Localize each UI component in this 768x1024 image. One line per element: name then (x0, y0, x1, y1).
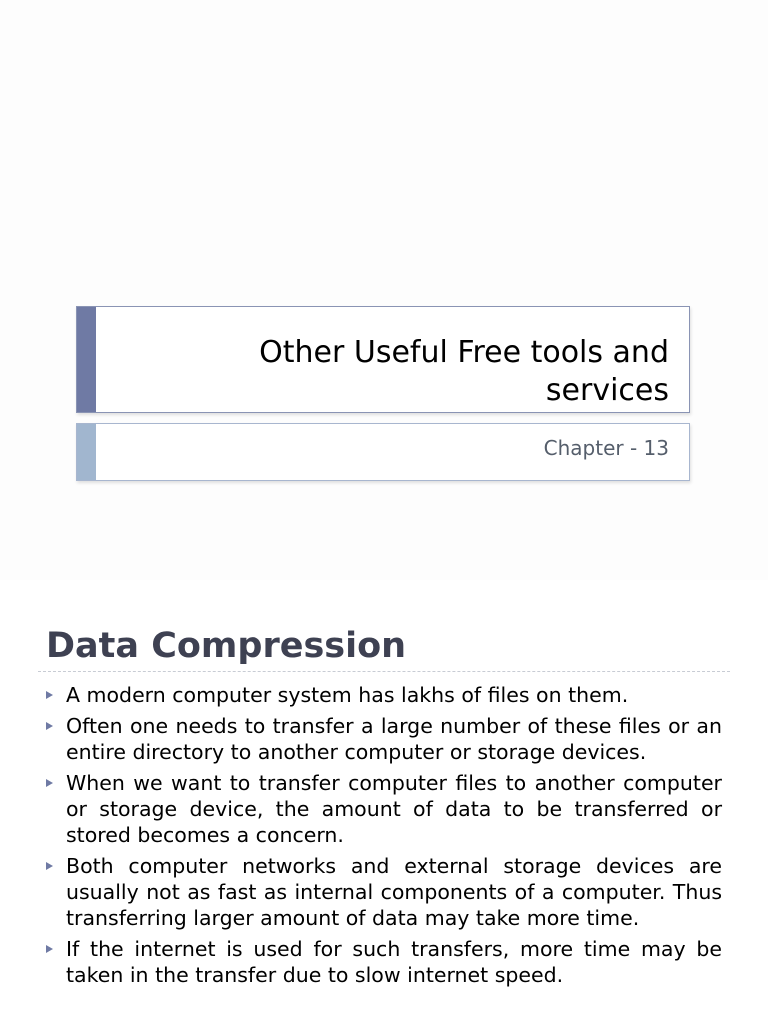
slide-title: Other Useful Free tools and services (259, 335, 669, 408)
subtitle-box (76, 423, 690, 481)
bullet-text: Often one needs to transfer a large number of these files or an entire directory to another computer or storage devices. (66, 714, 722, 764)
bullet-list (46, 682, 722, 993)
content-slide (0, 600, 768, 1024)
content-heading: Data Compression (46, 626, 407, 666)
heading-divider (38, 671, 730, 672)
bullet-triangle-icon (46, 862, 53, 870)
slide-subtitle: Chapter - 13 (543, 436, 669, 460)
title-box (76, 306, 690, 413)
bullet-item (46, 853, 722, 931)
bullet-text: If the internet is used for such transfers, more time may be taken in the transfer due to slow internet speed. (66, 937, 722, 987)
bullet-text: A modern computer system has lakhs of files on them. (66, 683, 629, 707)
bullet-item (46, 713, 722, 765)
title-accent-bar (77, 307, 96, 412)
subtitle-accent-bar (77, 424, 96, 480)
bullet-triangle-icon (46, 722, 53, 730)
bullet-item (46, 770, 722, 848)
bullet-triangle-icon (46, 945, 53, 953)
bullet-text: When we want to transfer computer files to another computer or storage device, the amount of data to be transferred or stored becomes a concern. (66, 771, 722, 847)
bullet-item (46, 936, 722, 988)
bullet-text: Both computer networks and external storage devices are usually not as fast as internal components of a computer. Thus transferring larger amount of data may take more time. (66, 854, 722, 930)
bullet-triangle-icon (46, 779, 53, 787)
bullet-item (46, 682, 722, 708)
bullet-triangle-icon (46, 691, 53, 699)
